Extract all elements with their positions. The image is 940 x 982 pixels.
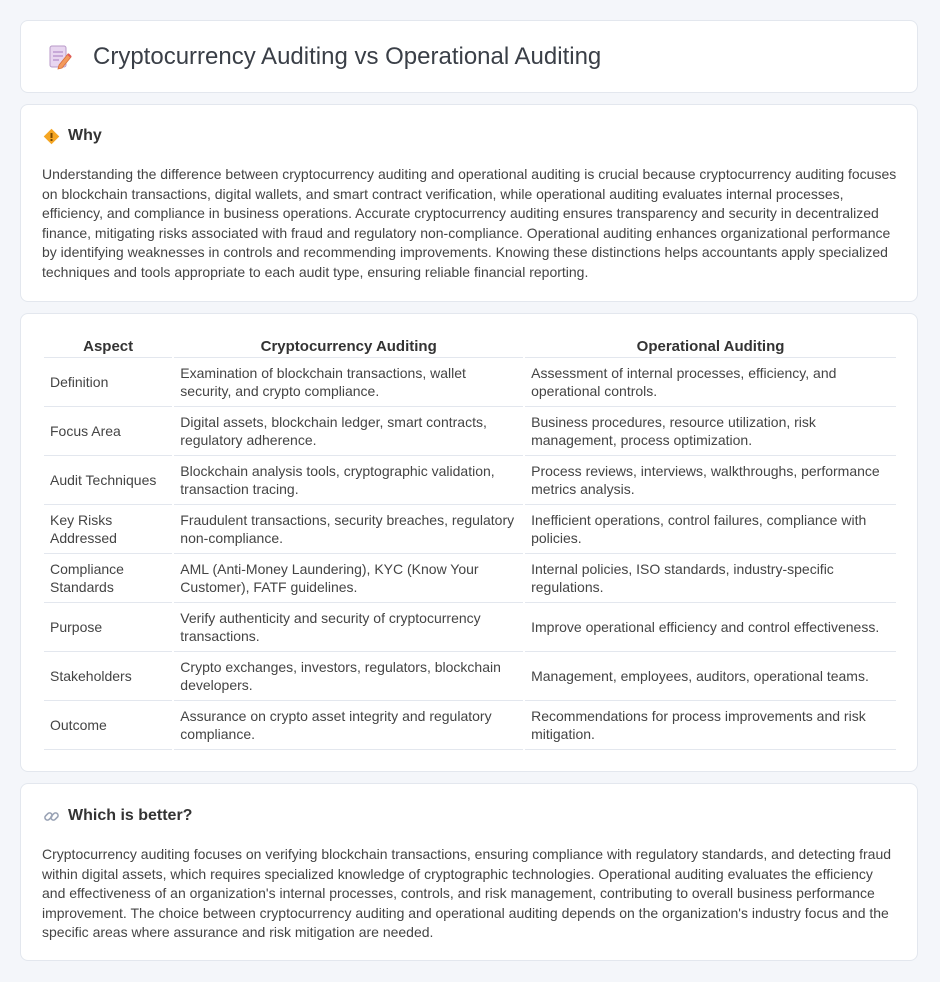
row-operational: Assessment of internal processes, efficiency, and operational controls. xyxy=(525,358,896,407)
diamond-warning-icon xyxy=(43,128,60,145)
row-aspect: Key Risks Addressed xyxy=(44,505,172,554)
title-row xyxy=(47,43,601,71)
why-body: Understanding the difference between cryptocurrency auditing and operational auditing is crucial because cryptocurrency auditing focuses on blockchain transactions, digital wallets, and smart contract verification, while operational auditing evaluates internal processes, efficiency, and compliance in business operations. Accurate cryptocurrency auditing ensures transparency and security in decentralized finance, mitigating risks associated with fraud and regulatory non-compliance. Operational auditing enhances organizational performance by identifying weaknesses in controls and recommending improvements. Knowing these distinctions helps accountants apply specialized techniques and tools appropriate to each audit type, ensuring reliable financial reporting. xyxy=(42,166,897,280)
table-row xyxy=(44,701,896,750)
page-title: Cryptocurrency Auditing vs Operational Auditing xyxy=(93,43,602,70)
row-crypto: Verify authenticity and security of cryptocurrency transactions. xyxy=(174,603,523,652)
table-header-row xyxy=(44,336,896,358)
row-aspect: Definition xyxy=(44,358,172,407)
row-aspect: Compliance Standards xyxy=(44,554,172,603)
table-row xyxy=(44,358,896,407)
row-operational: Internal policies, ISO standards, industry-specific regulations. xyxy=(525,554,896,603)
table-row xyxy=(44,603,896,652)
row-operational: Inefficient operations, control failures, compliance with policies. xyxy=(525,505,896,554)
better-title: Which is better? xyxy=(68,807,193,824)
header-card xyxy=(20,20,918,93)
row-crypto: Digital assets, blockchain ledger, smart contracts, regulatory adherence. xyxy=(174,407,523,456)
row-operational: Recommendations for process improvements and risk mitigation. xyxy=(525,701,896,750)
row-operational: Improve operational efficiency and control effectiveness. xyxy=(525,603,896,652)
row-crypto: Examination of blockchain transactions, wallet security, and crypto compliance. xyxy=(174,358,523,407)
table-row xyxy=(44,456,896,505)
why-section xyxy=(20,104,918,302)
row-operational: Process reviews, interviews, walkthroughs, performance metrics analysis. xyxy=(525,456,896,505)
better-heading xyxy=(43,807,192,825)
row-aspect: Outcome xyxy=(44,701,172,750)
row-crypto: Assurance on crypto asset integrity and regulatory compliance. xyxy=(174,701,523,750)
row-operational: Management, employees, auditors, operational teams. xyxy=(525,652,896,701)
row-aspect: Focus Area xyxy=(44,407,172,456)
link-icon xyxy=(43,808,60,825)
row-crypto: Crypto exchanges, investors, regulators, blockchain developers. xyxy=(174,652,523,701)
comparison-table-card xyxy=(20,313,918,772)
why-heading xyxy=(43,127,102,145)
better-body: Cryptocurrency auditing focuses on verifying blockchain transactions, ensuring compliance with regulatory standards, and detecting fraud within digital assets, which requires specialized knowledge of cryptographic technologies. Operational auditing evaluates the efficiency and effectiveness of an organization's internal processes, controls, and risk management, contributing to overall business performance improvement. The choice between cryptocurrency auditing and operational auditing depends on the organization's industry focus and the specific areas where assurance and risk mitigation are needed. xyxy=(42,846,892,940)
table-row xyxy=(44,554,896,603)
header-aspect: Aspect xyxy=(44,336,172,358)
row-crypto: Fraudulent transactions, security breaches, regulatory non-compliance. xyxy=(174,505,523,554)
header-operational: Operational Auditing xyxy=(525,336,896,358)
row-crypto: AML (Anti-Money Laundering), KYC (Know Your Customer), FATF guidelines. xyxy=(174,554,523,603)
table-row xyxy=(44,505,896,554)
which-better-section xyxy=(20,783,918,961)
row-aspect: Stakeholders xyxy=(44,652,172,701)
table-row xyxy=(44,652,896,701)
row-aspect: Audit Techniques xyxy=(44,456,172,505)
comparison-table xyxy=(42,336,898,750)
why-title: Why xyxy=(68,127,102,144)
table-row xyxy=(44,407,896,456)
row-aspect: Purpose xyxy=(44,603,172,652)
row-crypto: Blockchain analysis tools, cryptographic validation, transaction tracing. xyxy=(174,456,523,505)
header-crypto: Cryptocurrency Auditing xyxy=(174,336,523,358)
row-operational: Business procedures, resource utilization, risk management, process optimization. xyxy=(525,407,896,456)
document-pen-icon xyxy=(47,43,73,71)
